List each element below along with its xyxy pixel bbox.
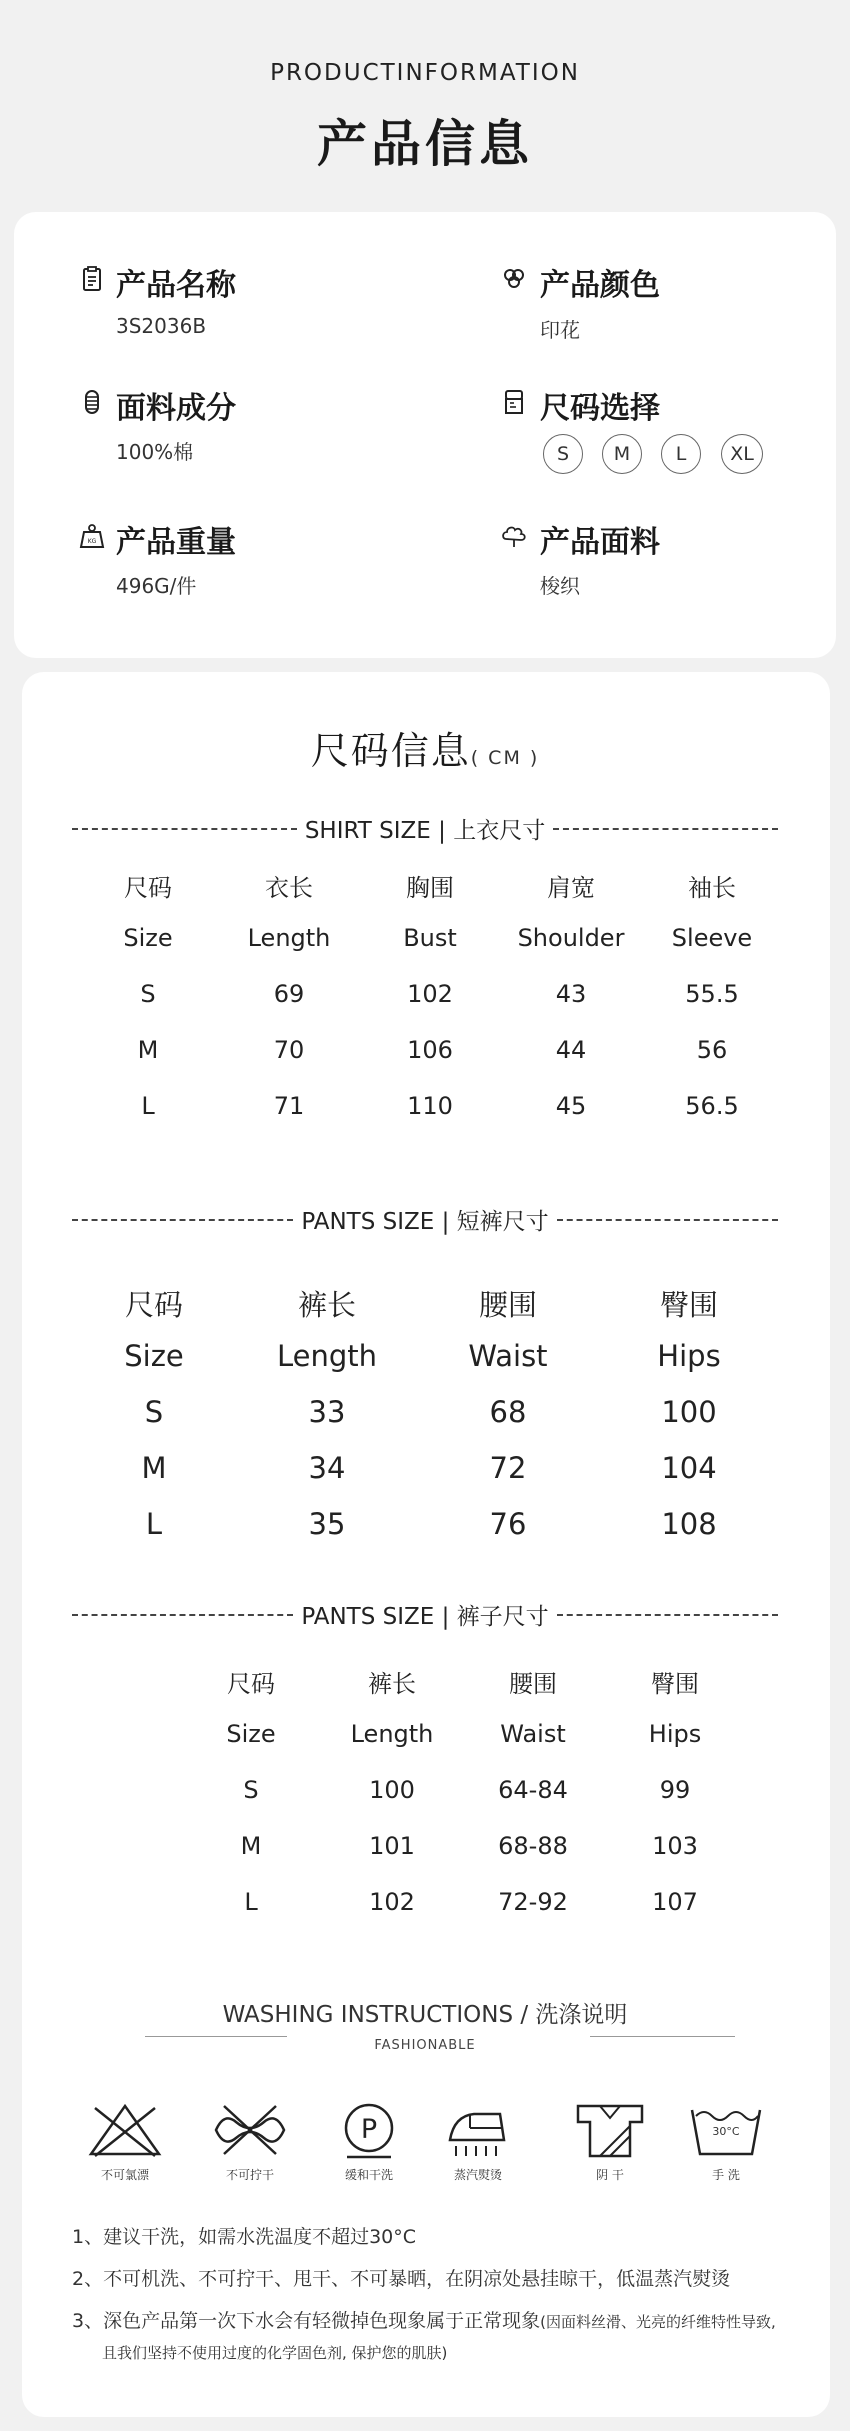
shirt-header-en-cell-1: Length: [247, 924, 331, 952]
shirt-header-en-cell-0: Size: [123, 924, 173, 952]
size-option-xl[interactable]: XL: [721, 434, 763, 474]
info-title-color: 产品颜色: [540, 268, 660, 303]
header-title-cn: 产品信息: [317, 115, 533, 173]
pants-header-cn-cell-0: 尺码: [227, 1670, 275, 1698]
pants-row-0-cell-0: S: [243, 1776, 259, 1804]
svg-text:KG: KG: [87, 538, 97, 545]
pants-size-heading-text: PANTS SIZE | 裤子尺寸: [301, 1604, 549, 1630]
pants-row-0-cell-1: 100: [369, 1776, 415, 1804]
shorts-header-en-cell-1: Length: [276, 1339, 378, 1373]
shirt-row-2-cell-3: 45: [555, 1092, 587, 1120]
shirt-header-cn-cell-3: 肩宽: [547, 874, 595, 902]
shirt-row-2-cell-4: 56.5: [685, 1092, 739, 1120]
no-wring-icon: [210, 2100, 290, 2160]
shirt-header-cn-cell-4: 袖长: [688, 874, 736, 902]
shirt-row-1-cell-4: 56: [696, 1036, 728, 1064]
shorts-size-heading: [72, 1203, 778, 1236]
header-title-en: PRODUCTINFORMATION: [270, 60, 580, 86]
shirt-header-en-cell-4: Sleeve: [671, 924, 753, 952]
shirt-header-cn-cell-2: 胸围: [406, 874, 454, 902]
document-icon: [78, 265, 106, 293]
shorts-header-en-cell-3: Hips: [657, 1339, 721, 1373]
shirt-row-0-cell-1: 69: [273, 980, 305, 1008]
shorts-header-cn-cell-0: 尺码: [124, 1288, 184, 1322]
pants-row-1-cell-0: M: [240, 1832, 262, 1860]
shorts-header-cn-cell-3: 臀围: [659, 1288, 719, 1322]
wash-label-no-bleach: 不可氯漂: [100, 2168, 150, 2182]
shirt-header-en-cell-3: Shoulder: [517, 924, 625, 952]
wash-label-hang-dry: 阴 干: [596, 2168, 624, 2182]
washing-divider-right: [590, 2036, 735, 2037]
shirt-row-0-cell-2: 102: [407, 980, 453, 1008]
shirt-row-2-cell-1: 71: [273, 1092, 305, 1120]
washing-divider-left: [145, 2036, 287, 2037]
info-value-material: 梭织: [540, 574, 580, 598]
info-title-size: 尺码选择: [540, 391, 660, 426]
cotton-icon: [500, 522, 528, 550]
hang-dry-icon: [570, 2100, 650, 2160]
size-option-m[interactable]: M: [602, 434, 642, 474]
washing-note-3-text: 3、深色产品第一次下水会有轻微掉色现象属于正常现象: [72, 2310, 541, 2332]
washing-title: WASHING INSTRUCTIONS / 洗涤说明: [222, 2002, 628, 2028]
info-value-name: 3S2036B: [116, 314, 207, 338]
info-value-fabric: 100%棉: [116, 440, 194, 464]
washing-note-1: 1、建议干洗，如需水洗温度不超过30°C: [72, 2226, 417, 2248]
shorts-row-1-cell-1: 34: [308, 1451, 346, 1485]
pants-header-en-cell-1: Length: [350, 1720, 434, 1748]
shirt-header-en-cell-2: Bust: [403, 924, 457, 952]
shorts-row-1-cell-2: 72: [489, 1451, 527, 1485]
wash-label-steam-iron: 蒸汽熨烫: [453, 2168, 503, 2182]
info-title-name: 产品名称: [116, 268, 236, 303]
shirt-row-1-cell-3: 44: [555, 1036, 587, 1064]
shirt-row-0-cell-0: S: [140, 980, 156, 1008]
hand-wash-temperature: 30°C: [712, 2125, 740, 2138]
size-option-s[interactable]: S: [543, 434, 583, 474]
info-title-weight: 产品重量: [116, 525, 236, 560]
washing-note-3: [72, 2306, 776, 2333]
wash-label-hand-wash: 手 洗: [712, 2168, 740, 2182]
info-value-color: 印花: [540, 318, 580, 342]
washing-subtitle: FASHIONABLE: [374, 2038, 476, 2053]
pants-row-1-cell-1: 101: [369, 1832, 415, 1860]
wash-label-no-wring: 不可拧干: [225, 2168, 275, 2182]
info-title-fabric: 面料成分: [116, 391, 236, 426]
washing-note-2: 2、不可机洗、不可拧干、甩干、不可暴晒，在阴凉处悬挂晾干，低温蒸汽熨烫: [72, 2268, 731, 2290]
info-value-weight: 496G/件: [116, 574, 197, 598]
pants-size-heading: [72, 1598, 778, 1631]
pants-header-en-cell-2: Waist: [500, 1720, 566, 1748]
pants-header-cn-cell-3: 臀围: [651, 1670, 699, 1698]
shorts-row-0-cell-3: 100: [661, 1395, 717, 1429]
shorts-row-2-cell-0: L: [145, 1507, 163, 1541]
pants-row-2-cell-2: 72-92: [498, 1888, 568, 1916]
pants-row-0-cell-2: 64-84: [498, 1776, 568, 1804]
size-info-title: [0, 720, 850, 775]
measure-icon: [500, 388, 528, 416]
shirt-size-heading: [72, 812, 778, 845]
shorts-row-0-cell-0: S: [144, 1395, 164, 1429]
shorts-header-en-cell-0: Size: [124, 1339, 184, 1373]
pants-header-cn-cell-1: 裤长: [368, 1670, 416, 1698]
shirt-row-1-cell-2: 106: [407, 1036, 453, 1064]
shirt-row-0-cell-4: 55.5: [685, 980, 739, 1008]
shorts-header-cn-cell-1: 裤长: [297, 1288, 357, 1322]
size-info-title-text: 尺码信息: [310, 729, 471, 773]
pants-row-0-cell-3: 99: [659, 1776, 691, 1804]
shorts-size-heading-text: PANTS SIZE | 短裤尺寸: [301, 1209, 549, 1235]
shorts-row-2-cell-1: 35: [308, 1507, 346, 1541]
shorts-row-0-cell-1: 33: [308, 1395, 346, 1429]
gentle-dry-clean-icon: [329, 2100, 409, 2160]
pants-header-cn-cell-2: 腰围: [509, 1670, 557, 1698]
shirt-header-cn-cell-1: 衣长: [265, 874, 313, 902]
svg-text:P: P: [360, 2114, 378, 2145]
shorts-row-0-cell-2: 68: [489, 1395, 527, 1429]
pants-header-en-cell-0: Size: [226, 1720, 276, 1748]
shirt-row-2-cell-2: 110: [407, 1092, 453, 1120]
pants-row-2-cell-3: 107: [652, 1888, 698, 1916]
shirt-header-cn-cell-0: 尺码: [124, 874, 172, 902]
steam-iron-icon: [438, 2100, 518, 2160]
pants-header-en-cell-3: Hips: [648, 1720, 702, 1748]
pants-row-1-cell-2: 68-88: [498, 1832, 568, 1860]
size-info-unit: ( CM ): [470, 747, 540, 769]
pants-row-1-cell-3: 103: [652, 1832, 698, 1860]
shorts-row-1-cell-0: M: [141, 1451, 167, 1485]
shirt-row-0-cell-3: 43: [555, 980, 587, 1008]
shirt-row-1-cell-1: 70: [273, 1036, 305, 1064]
yarn-icon: [78, 388, 106, 416]
shirt-row-1-cell-0: M: [137, 1036, 159, 1064]
size-option-l[interactable]: L: [661, 434, 701, 474]
shorts-row-2-cell-2: 76: [489, 1507, 527, 1541]
shorts-row-2-cell-3: 108: [661, 1507, 717, 1541]
shorts-header-cn-cell-2: 腰围: [478, 1288, 538, 1322]
washing-note-3-aside: (因面料丝滑、光亮的纤维特性导致,: [540, 2313, 776, 2331]
shirt-size-heading-text: SHIRT SIZE | 上衣尺寸: [304, 818, 546, 844]
palette-icon: [500, 265, 528, 293]
wash-label-gentle-dry-clean: 缓和干洗: [344, 2168, 394, 2182]
info-title-material: 产品面料: [540, 525, 660, 560]
shorts-header-en-cell-2: Waist: [468, 1339, 548, 1373]
washing-note-3-cont: 且我们坚持不使用过度的化学固色剂, 保护您的肌肤): [102, 2344, 448, 2362]
shorts-row-1-cell-3: 104: [661, 1451, 717, 1485]
no-bleach-icon: [85, 2100, 165, 2160]
shirt-row-2-cell-0: L: [141, 1092, 155, 1120]
weight-icon: [78, 522, 106, 550]
pants-row-2-cell-0: L: [244, 1888, 258, 1916]
pants-row-2-cell-1: 102: [369, 1888, 415, 1916]
